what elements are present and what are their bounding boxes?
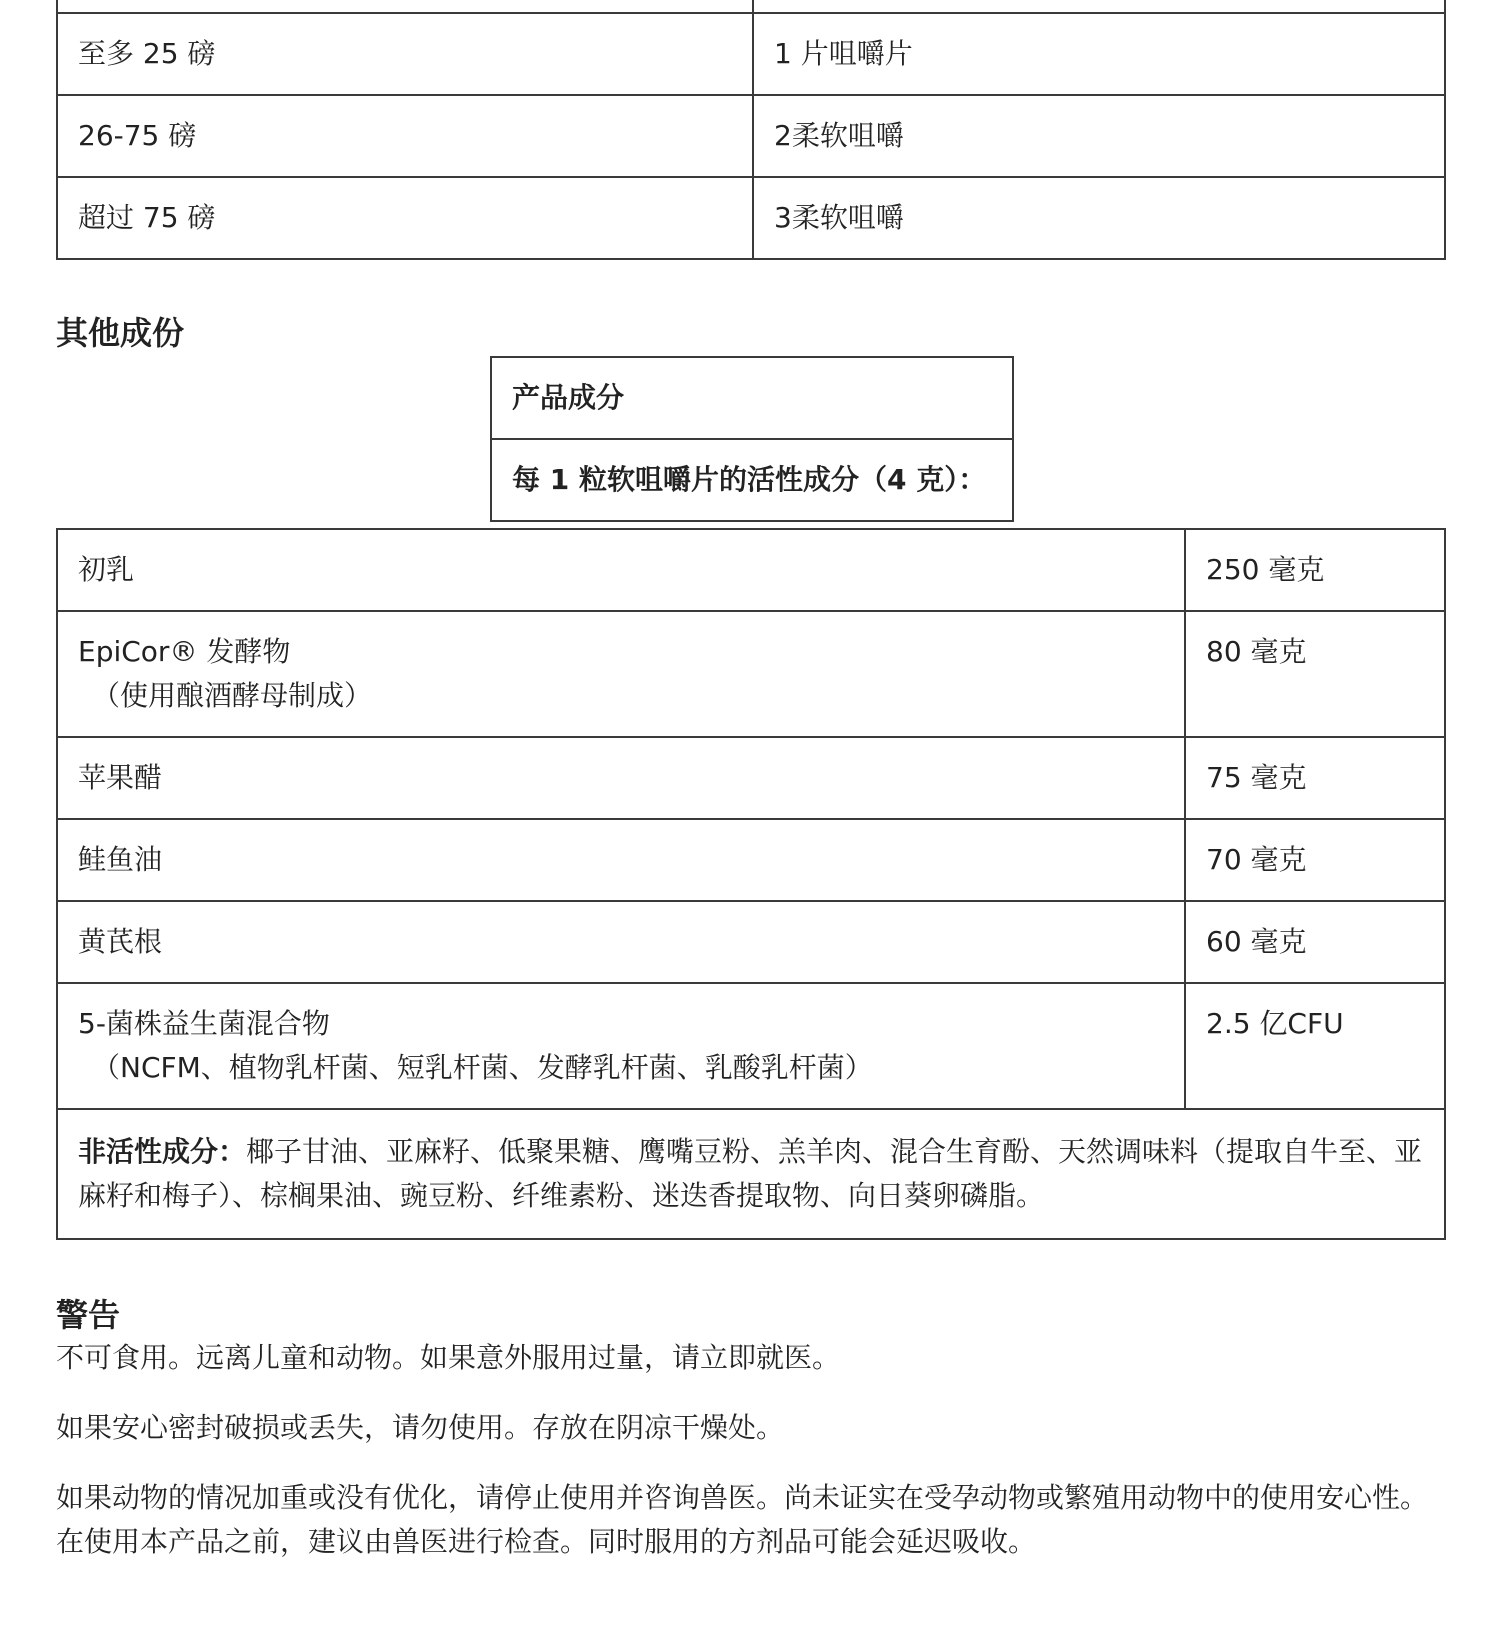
ingredient-amount: 250 毫克 (1185, 529, 1445, 611)
ingredient-amount: 60 毫克 (1185, 901, 1445, 983)
inactive-label: 非活性成分： (78, 1135, 247, 1168)
table-row (57, 0, 1445, 13)
ingredient-name: 苹果醋 (57, 737, 1185, 819)
dosage-weight: 超过 75 磅 (57, 177, 753, 259)
ingredient-name: EpiCor® 发酵物 （使用酿酒酵母制成） (57, 611, 1185, 737)
warning-paragraph: 如果动物的情况加重或没有优化，请停止使用并咨询兽医。尚未证实在受孕动物或繁殖用动物中的使用安心性。在使用本产品之前，建议由兽医进行检查。同时服用的方剂品可能会延迟吸收。 (56, 1481, 1429, 1558)
dosage-amount: 2柔软咀嚼 (753, 95, 1445, 177)
ingredient-name: 5-菌株益生菌混合物 （NCFM、植物乳杆菌、短乳杆菌、发酵乳杆菌、乳酸乳杆菌） (57, 983, 1185, 1109)
dosage-weight: 26-75 磅 (57, 95, 753, 177)
table-row (57, 1109, 1445, 1239)
ingredient-amount: 80 毫克 (1185, 611, 1445, 737)
table-row (491, 357, 1013, 439)
ingredient-detail: （使用酿酒酵母制成） (92, 679, 373, 712)
table-row (57, 983, 1445, 1109)
other-ingredients-heading: 其他成份 (56, 314, 185, 352)
ingredient-detail: （NCFM、植物乳杆菌、短乳杆菌、发酵乳杆菌、乳酸乳杆菌） (92, 1051, 873, 1084)
table-row (57, 819, 1445, 901)
dosage-amount: 1 片咀嚼片 (753, 13, 1445, 95)
table-row (57, 737, 1445, 819)
ingredient-name: 黄芪根 (57, 901, 1185, 983)
table-row (491, 439, 1013, 521)
warnings-heading: 警告 (56, 1296, 121, 1334)
product-header-title: 产品成分 (491, 357, 1013, 439)
inactive-ingredients (57, 1109, 1445, 1239)
ingredients-table (56, 528, 1446, 1240)
ingredient-amount: 75 毫克 (1185, 737, 1445, 819)
dosage-amount: 3柔软咀嚼 (753, 177, 1445, 259)
ingredient-name: 初乳 (57, 529, 1185, 611)
product-header-subtitle: 每 1 粒软咀嚼片的活性成分（4 克）： (491, 439, 1013, 521)
table-row (57, 611, 1445, 737)
product-header-box (490, 356, 1014, 522)
table-row (57, 95, 1445, 177)
dosage-weight: 至多 25 磅 (57, 13, 753, 95)
table-row (57, 177, 1445, 259)
ingredient-amount: 70 毫克 (1185, 819, 1445, 901)
table-row (57, 529, 1445, 611)
inactive-text: 椰子甘油、亚麻籽、低聚果糖、鹰嘴豆粉、羔羊肉、混合生育酚、天然调味料（提取自牛至、亚麻籽和梅子）、棕榈果油、豌豆粉、纤维素粉、迷迭香提取物、向日葵卵磷脂。 (78, 1135, 1423, 1212)
warning-paragraph: 不可食用。远离儿童和动物。如果意外服用过量，请立即就医。 (56, 1341, 841, 1374)
table-row (57, 901, 1445, 983)
ingredient-amount: 2.5 亿CFU (1185, 983, 1445, 1109)
warning-paragraph: 如果安心密封破损或丢失，请勿使用。存放在阴凉干燥处。 (56, 1411, 785, 1444)
dosage-table (56, 0, 1446, 260)
ingredient-name: 鲑鱼油 (57, 819, 1185, 901)
table-row (57, 13, 1445, 95)
